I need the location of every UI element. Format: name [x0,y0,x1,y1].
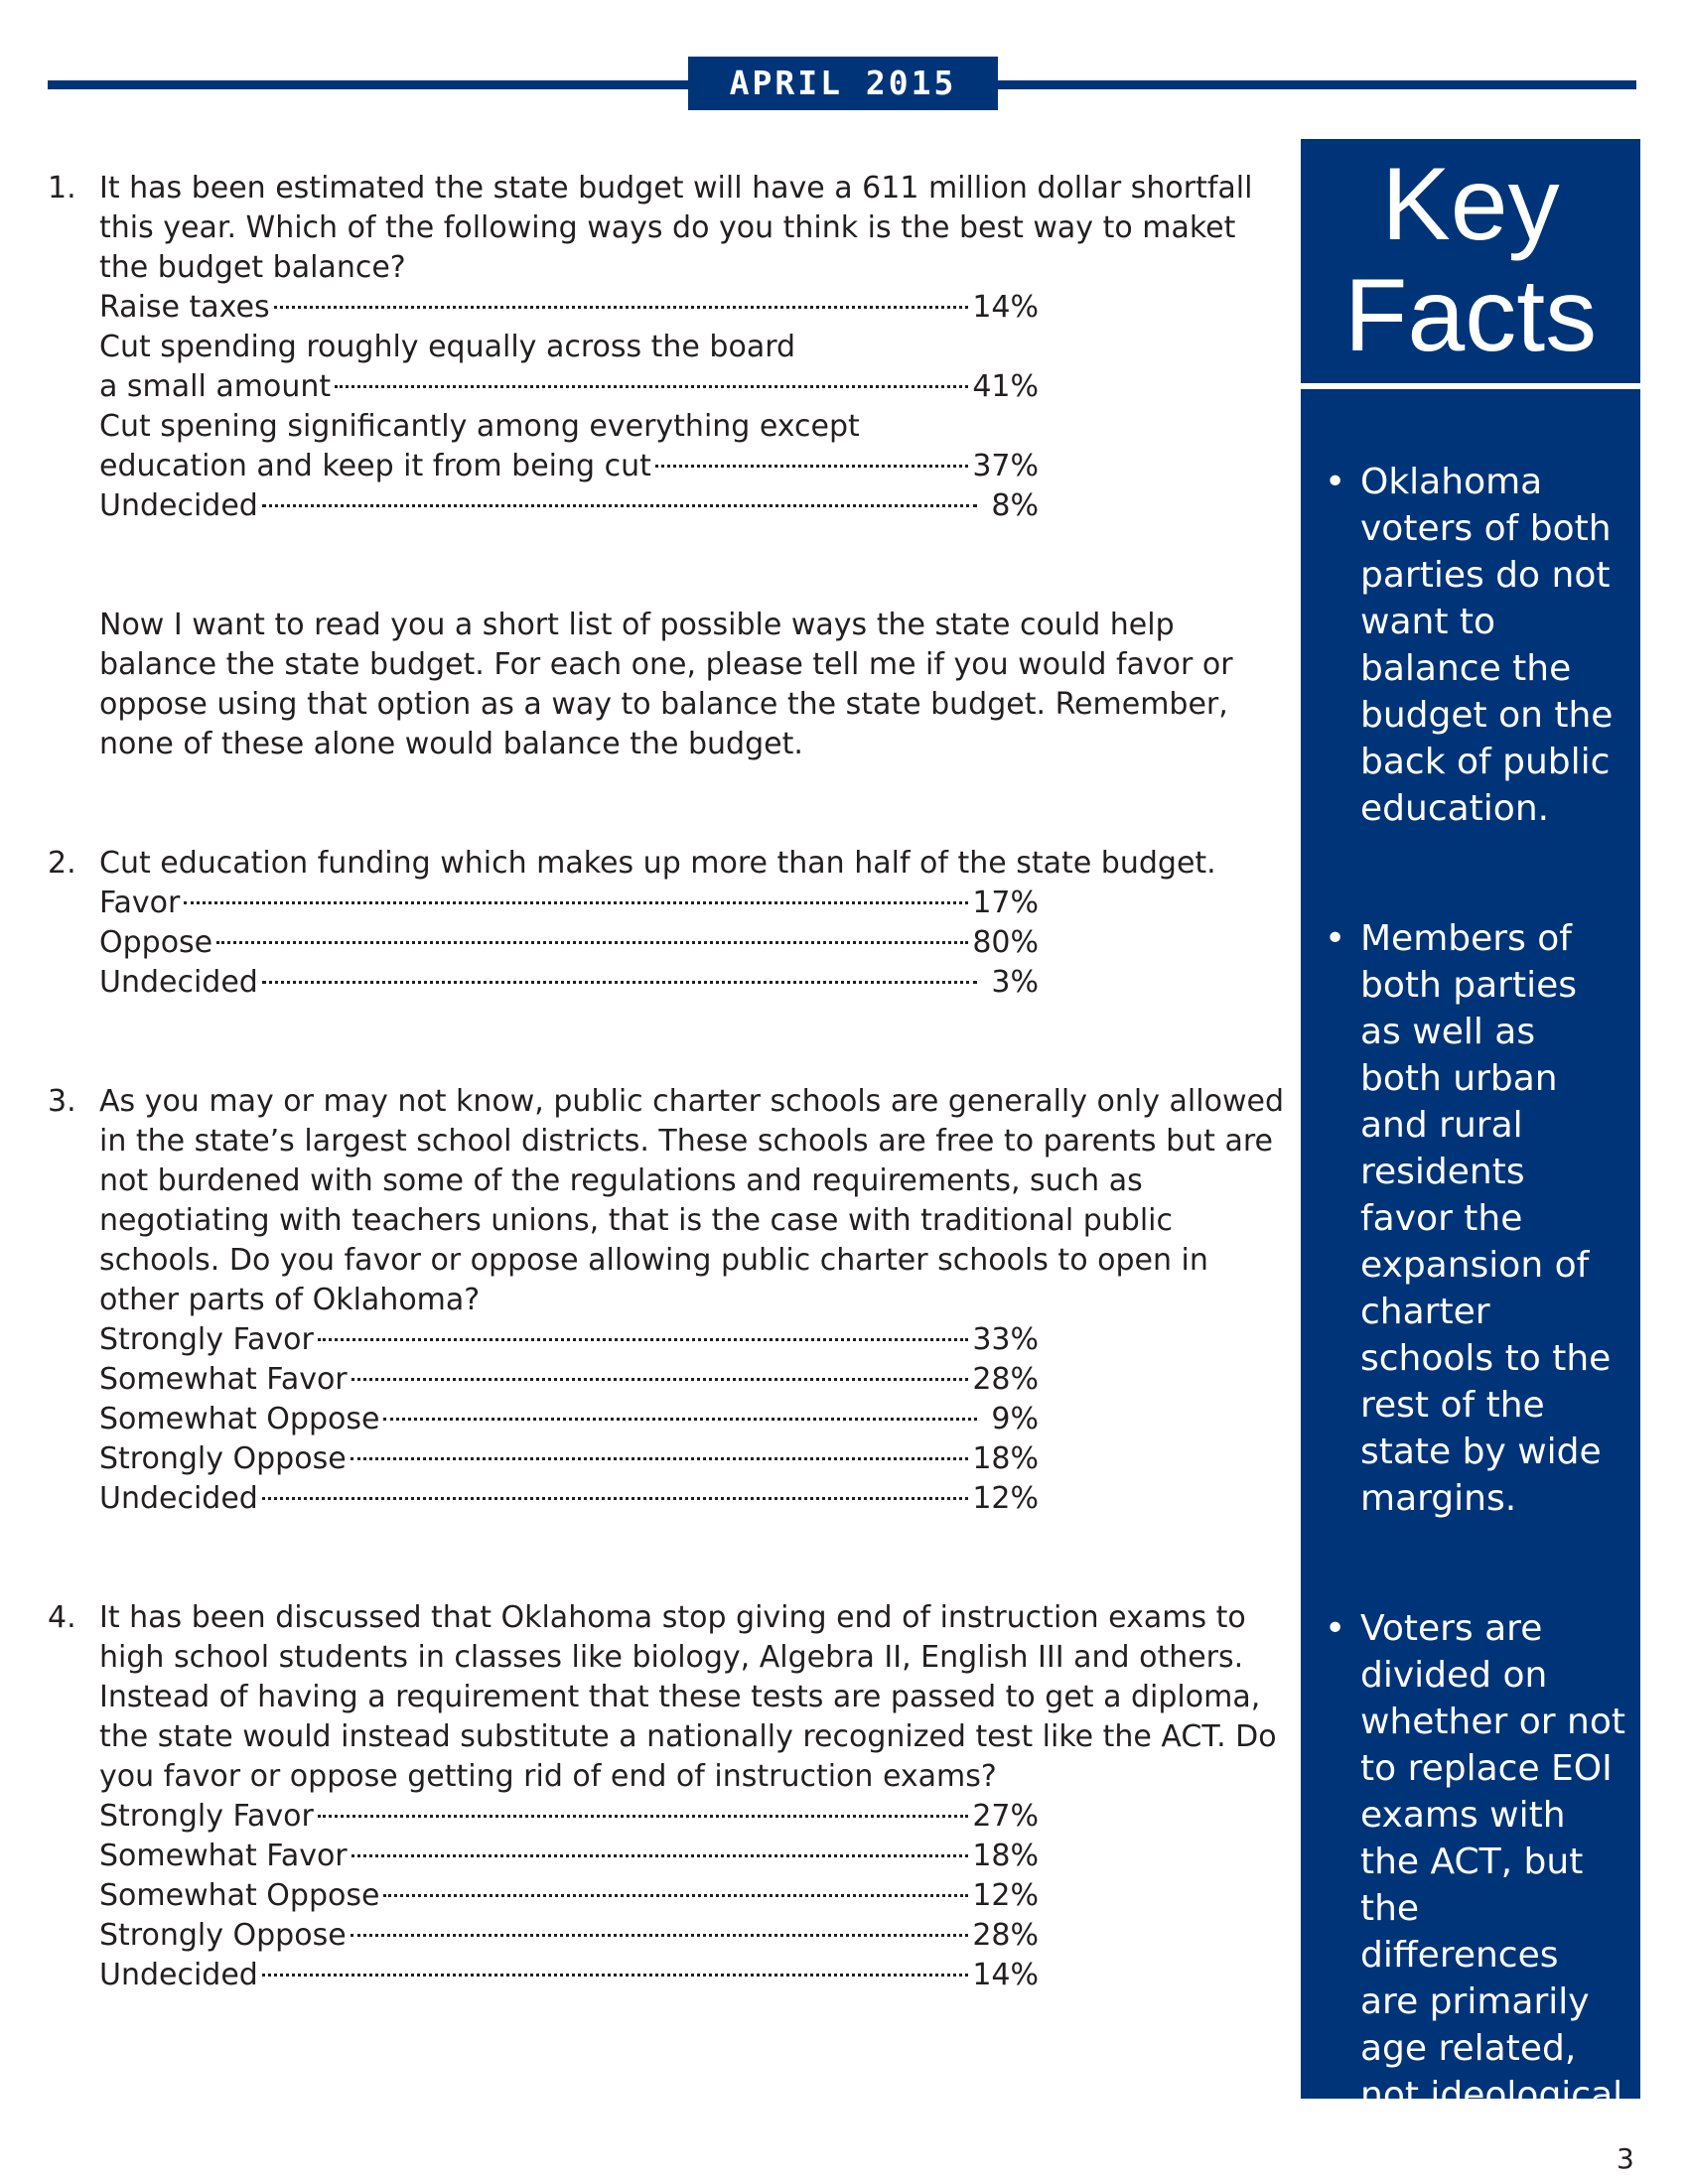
key-facts-panel [1301,389,1640,2162]
answer-value: 3% [991,965,1039,1000]
answer-value: 12% [972,1878,1039,1913]
answer-value: 14% [972,290,1039,325]
answer-row [99,1479,1039,1519]
dot-leader [655,465,968,468]
question-text: It has been discussed that Oklahoma stop giving end of instruction exams to high school students in classes like biology, Algebra II, English III and others. Instead of having a requirement that these tests are passed to get a diploma, the state would instead substitute a nationally recognized test like the ACT. Do you favor or oppose getting rid of end of instruction exams? [99,1600,1277,1794]
key-fact-item: • Members of both parties as well as both urban and rural residents favor the expansion of charter schools to the rest of the state by wide margins. [1301,915,1626,1522]
survey-questions [48,169,1289,1995]
answer-list [99,1320,1039,1519]
answer-label: education and keep it from being cut [99,449,651,483]
question-number: 4. [48,1600,76,1635]
answer-row [99,1360,1039,1400]
dot-leader [352,1378,969,1381]
answer-row [99,1439,1039,1479]
dot-leader [184,901,968,904]
key-facts-title-line1: Key [1381,147,1560,262]
question-text: Cut education funding which makes up more than half of the state budget. [99,846,1216,881]
answer-label: Oppose [99,925,213,960]
answer-value: 33% [972,1322,1039,1357]
answer-value: 41% [972,369,1039,404]
question-text: It has been estimated the state budget will have a 611 million dollar shortfall this year. Which of the following ways do you think is the best way to maket the budget balance? [99,171,1253,285]
answer-label: Somewhat Oppose [99,1402,380,1436]
answer-value: 12% [972,1481,1039,1516]
answer-label: Undecided [99,1481,258,1516]
answer-row [99,288,1039,328]
answer-label: Somewhat Oppose [99,1878,380,1913]
dot-leader [216,941,968,944]
answer-value: 18% [972,1839,1039,1873]
answer-value: 9% [991,1402,1039,1436]
answer-list [99,1797,1039,1995]
question-3 [48,1082,1289,1320]
answer-value: 18% [972,1441,1039,1476]
dot-leader [262,1974,968,1977]
answer-row [99,1797,1039,1837]
answer-label: Undecided [99,965,258,1000]
answer-label: Somewhat Favor [99,1362,348,1397]
dot-leader [262,1497,968,1500]
answer-label: Strongly Favor [99,1322,314,1357]
answer-row [99,1400,1039,1439]
answer-list [99,288,1039,526]
question-number: 2. [48,846,76,881]
question-4 [48,1598,1289,1797]
answer-label: Raise taxes [99,290,270,325]
answer-value: 17% [972,886,1039,920]
question-2 [48,844,1289,884]
dot-leader [351,1934,969,1937]
issue-date: APRIL 2015 [688,57,998,110]
answer-row [99,923,1039,963]
answer-label-line: Cut spening significantly among everything except [99,409,860,444]
dot-leader [352,1854,969,1857]
answer-row [99,367,1039,407]
answer-value: 14% [972,1958,1039,1992]
dot-leader [383,1894,968,1897]
answer-value: 8% [991,488,1039,523]
answer-value: 27% [972,1799,1039,1834]
key-fact-item: • Oklahoma voters of both parties do not want to balance the budget on the back of public education. [1301,459,1626,832]
dot-leader [351,1457,969,1460]
dot-leader [262,981,977,984]
answer-value: 80% [972,925,1039,960]
answer-label: Undecided [99,488,258,523]
dot-leader [383,1418,977,1421]
answer-value: 28% [972,1918,1039,1953]
answer-row [99,1837,1039,1876]
answer-row [99,1876,1039,1916]
page-number: 3 [1617,2142,1634,2175]
answer-label: Favor [99,886,181,920]
answer-row [99,1916,1039,1956]
question-text: As you may or may not know, public charter schools are generally only allowed in the state’s largest school districts. These schools are free to parents but are not burdened with some of the regulations and requirements, such as negotiating with teachers unions, that is the case with traditional public schools. Do you favor or oppose allowing public charter schools to open in other parts of Oklahoma? [99,1084,1284,1317]
key-facts-title-line2: Facts [1343,258,1598,373]
answer-label: a small amount [99,369,332,404]
answer-row [99,963,1039,1003]
answer-label: Undecided [99,1958,258,1992]
answer-label: Strongly Oppose [99,1441,347,1476]
key-fact-item: • Voters are divided on whether or not to replace EOI exams with the ACT, but the differences are primarily age related, not ideological or partisan. [1301,1605,1626,2165]
answer-label: Strongly Oppose [99,1918,347,1953]
intro-paragraph: Now I want to read you a short list of possible ways the state could help balance the state budget. For each one, please tell me if you would favor or oppose using that option as a way to balance the state budget. Remember, none of these alone would balance the budget. [99,608,1233,761]
key-facts-header [1301,139,1640,383]
answer-list [99,884,1039,1003]
key-facts-list [1301,389,1640,2165]
dot-leader [274,306,969,309]
dot-leader [318,1815,968,1818]
question-number: 1. [48,171,76,205]
question-number: 3. [48,1084,76,1119]
answer-row [99,447,1039,486]
answer-row [99,1956,1039,1995]
answer-row [99,884,1039,923]
dot-leader [262,504,977,507]
dot-leader [335,385,968,388]
answer-label-line: Cut spending roughly equally across the board [99,330,796,364]
answer-row [99,486,1039,526]
question-1 [48,169,1289,288]
dot-leader [318,1338,968,1341]
answer-label: Somewhat Favor [99,1839,348,1873]
answer-row [99,1320,1039,1360]
answer-value: 28% [972,1362,1039,1397]
answer-value: 37% [972,449,1039,483]
answer-label: Strongly Favor [99,1799,314,1834]
